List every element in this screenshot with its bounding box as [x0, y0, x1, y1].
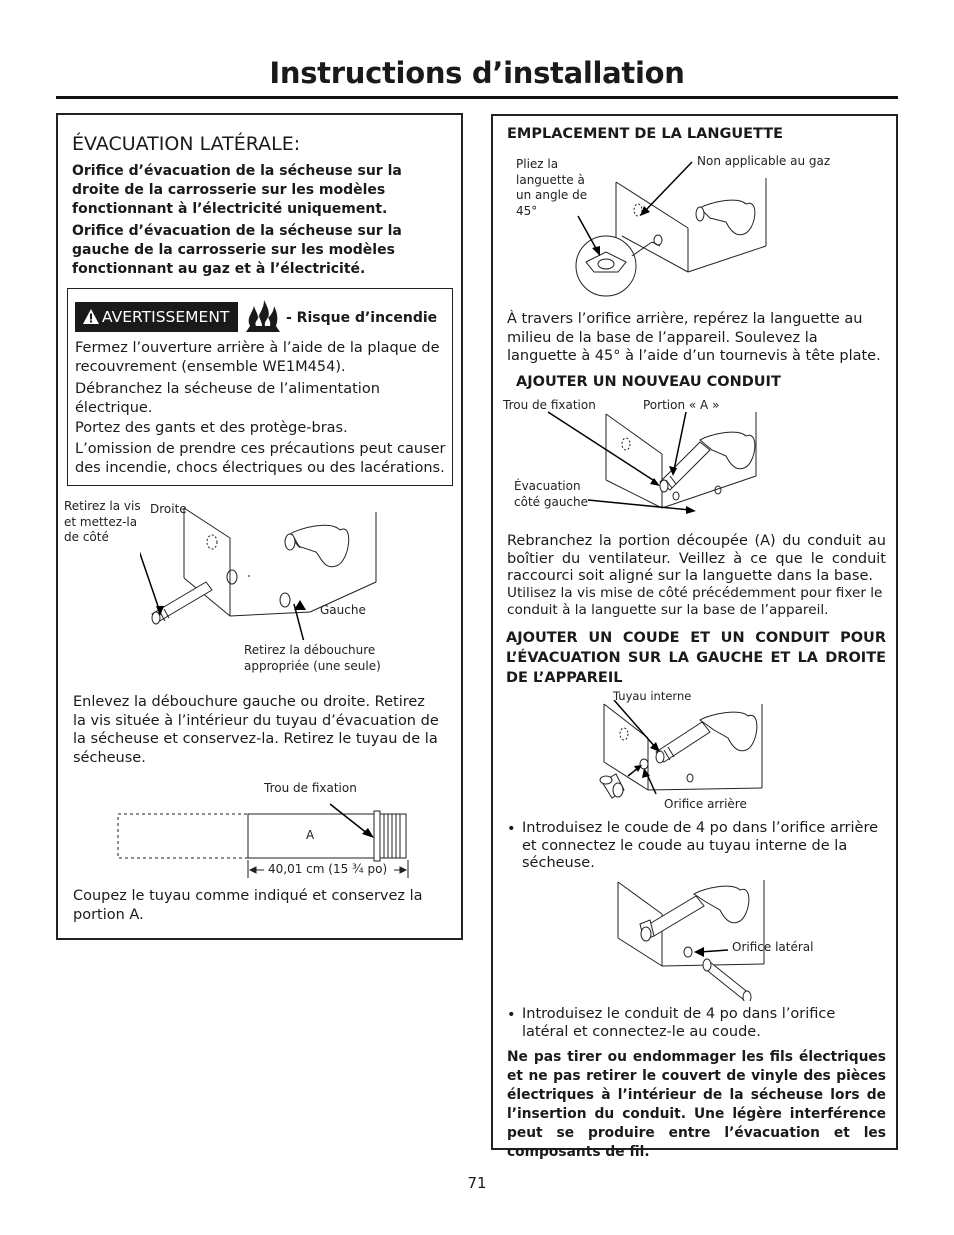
fig3-label-gas: Non applicable au gaz: [697, 154, 831, 168]
bullet-elbow-dot: •: [507, 821, 516, 837]
intro-right-exhaust: Orifice d’évacuation de la sécheuse sur la droite de la carrosserie sur les modèles fonctionnant à l’électricité uniquement.: [72, 163, 402, 217]
fig3-label-bend: Pliez la languette à un angle de 45°: [516, 157, 588, 218]
fig6-side-duct-illustration: [610, 876, 780, 1001]
elbow-duct-heading: AJOUTER UN COUDE ET UN CONDUIT POUR L’ÉVACUATION SUR LA GAUCHE ET LA DROITE DE L’APPAREIL: [506, 630, 886, 686]
fig1-dryer-illustration: [140, 500, 390, 640]
bullet-side: Introduisez le conduit de 4 po dans l’orifice latéral et connectez-le au coude.: [522, 1006, 836, 1040]
intro-left-exhaust: Orifice d’évacuation de la sécheuse sur la gauche de la carrosserie sur les modèles fonctionnant au gaz et à l’électricité.: [72, 223, 402, 277]
wiring-caution-note: Ne pas tirer ou endommager les fils électriques et ne pas retirer le couvert de vinyle des pièces électriques à l’intérieur de la sécheuse lors de l’insertion du conduit. Une légère interférence peut se produire entre l’évacuation et les composants de fil.: [507, 1049, 886, 1160]
warning-line-cover-plate: Fermez l’ouverture arrière à l’aide de la plaque de recouvrement (ensemble WE1M454).: [75, 340, 440, 375]
warning-line-unplug: Débranchez la sécheuse de l’alimentation électrique.: [75, 381, 380, 416]
bullet-side-dot: •: [507, 1007, 516, 1023]
warning-badge-label: AVERTISSEMENT: [102, 308, 230, 326]
page-number: 71: [467, 1174, 487, 1192]
fig3-tab-illustration: [560, 160, 780, 310]
fire-icon: [242, 298, 284, 334]
fig5-label-rear: Orifice arrière: [664, 797, 747, 811]
fig2-dimension: 40,01 cm (15 ¾ po): [268, 862, 388, 876]
fig1-label-screw: Retirez la vis et mettez-la de côté: [64, 499, 141, 544]
tab-location-heading: EMPLACEMENT DE LA LANGUETTE: [507, 126, 784, 142]
fig4-label-hole: Trou de fixation: [503, 398, 596, 412]
fig5-elbow-illustration: [590, 700, 780, 810]
remove-knockout-paragraph: Enlevez la débouchure gauche ou droite. Retirez la vis située à l’intérieur du tuyau d’évacuation de la sécheuse et conservez-la. Retirez le tuyau de la sécheuse.: [73, 694, 439, 766]
fig5-label-pipe: Tuyau interne: [613, 689, 692, 703]
fig1-label-left: Gauche: [320, 603, 366, 617]
warning-line-consequence: L’omission de prendre ces précautions peut causer des incendie, chocs électriques ou des lacérations.: [75, 441, 446, 476]
warning-risk: - Risque d’incendie: [286, 310, 438, 326]
reconnect-duct-paragraph-screw: Utilisez la vis mise de côté précédemment pour fixer le conduit à la languette sur la base de l’appareil.: [507, 585, 883, 618]
fig4-label-exhaust: Évacuation côté gauche: [514, 479, 589, 509]
warning-triangle-icon: [82, 308, 100, 325]
fig2-label-a: A: [306, 828, 315, 842]
tab-location-paragraph: À travers l’orifice arrière, repérez la languette au milieu de la base de l’appareil. Soulevez la languette à 45° à l’aide d’un tournevis à tête plate.: [507, 311, 881, 364]
fig4-label-portion: Portion « A »: [643, 398, 720, 412]
new-duct-heading: AJOUTER UN NOUVEAU CONDUIT: [516, 374, 781, 390]
cut-duct-paragraph: Coupez le tuyau comme indiqué et conservez la portion A.: [73, 888, 423, 923]
fig1-label-right: Droite: [150, 502, 187, 516]
fig2-label-hole: Trou de fixation: [264, 781, 357, 795]
warning-line-gloves: Portez des gants et des protège-bras.: [75, 420, 348, 436]
reconnect-duct-paragraph: Rebranchez la portion découpée (A) du conduit au boîtier du ventilateur. Veillez à ce que le conduit raccourci soit aligné sur la languette dans la base.: [507, 533, 886, 584]
warning-badge: [75, 302, 238, 332]
fig4-new-duct-illustration: [540, 400, 780, 525]
side-exhaust-heading: ÉVACUATION LATÉRALE:: [72, 133, 301, 155]
title-divider: [56, 96, 898, 99]
fig6-label-side: Orifice latéral: [732, 940, 814, 954]
bullet-elbow: Introduisez le coude de 4 po dans l’orifice arrière et connectez le coude au tuyau interne de la sécheuse.: [522, 820, 879, 871]
page-title: Instructions d’installation: [269, 56, 685, 90]
fig1-label-knockout: Retirez la débouchure appropriée (une seule): [244, 643, 381, 673]
